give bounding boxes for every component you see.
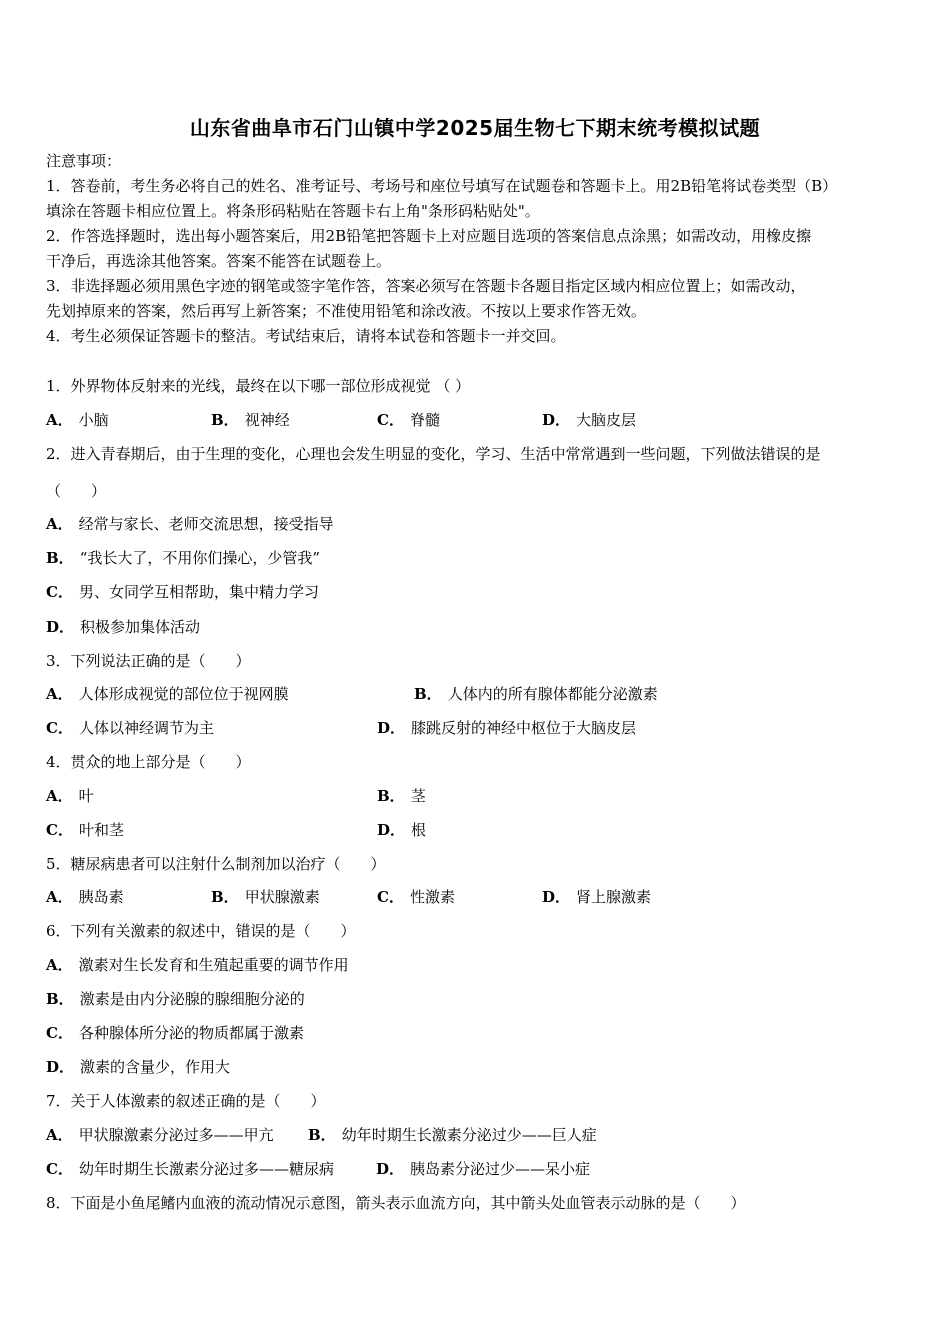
question-stem: 8．下面是小鱼尾鳍内血液的流动情况示意图，箭头表示血流方向，其中箭头处血管表示动脉的是（ ） — [46, 1194, 746, 1212]
option-label: D． — [542, 888, 571, 906]
option-text: 叶 — [78, 787, 94, 805]
option-label: C． — [377, 888, 404, 906]
option — [377, 786, 426, 806]
notice-line: 2．作答选择题时，选出每小题答案后，用2B铅笔把答题卡上对应题目选项的答案信息点涂黑；如需改动，用橡皮擦 — [46, 227, 812, 245]
option-label: B． — [46, 549, 74, 567]
option — [377, 718, 636, 738]
option-text: 性激素 — [409, 888, 455, 906]
option-label: A． — [46, 685, 73, 703]
option-label: B． — [211, 411, 239, 429]
option — [46, 617, 200, 637]
option-label: C． — [46, 821, 73, 839]
notice-heading: 注意事项： — [46, 152, 122, 170]
option — [46, 684, 289, 704]
option-label: D． — [542, 411, 571, 429]
notice-line: 4．考生必须保证答题卡的整洁。考试结束后，请将本试卷和答题卡一并交回。 — [46, 327, 566, 345]
option-text: 幼年时期生长激素分泌过少——巨人症 — [341, 1126, 597, 1144]
question-stem: 4．贯众的地上部分是（ ） — [46, 753, 251, 771]
option-text: 甲状腺激素 — [244, 888, 320, 906]
option — [46, 1125, 274, 1145]
option-text: 胰岛素 — [78, 888, 124, 906]
option-text: 甲状腺激素分泌过多——甲亢 — [78, 1126, 274, 1144]
option-label: D． — [376, 1160, 405, 1178]
option — [211, 887, 320, 907]
option-text: 人体内的所有腺体都能分泌激素 — [447, 685, 658, 703]
option — [46, 1159, 334, 1179]
option — [46, 548, 320, 568]
option-text: 幼年时期生长激素分泌过多——糖尿病 — [78, 1160, 334, 1178]
option-text: 膝跳反射的神经中枢位于大脑皮层 — [411, 719, 637, 737]
option-label: B． — [308, 1126, 336, 1144]
option-text: 大脑皮层 — [576, 411, 637, 429]
option-label: C． — [46, 583, 73, 601]
question-stem: 6．下列有关激素的叙述中，错误的是（ ） — [46, 922, 356, 940]
option-label: C． — [377, 411, 404, 429]
option-label: D． — [46, 1058, 75, 1076]
option-text: 激素对生长发育和生殖起重要的调节作用 — [78, 956, 349, 974]
option-label: A． — [46, 515, 73, 533]
question-stem: 5．糖尿病患者可以注射什么制剂加以治疗（ ） — [46, 855, 386, 873]
option-label: B． — [211, 888, 239, 906]
option-text: 人体以神经调节为主 — [78, 719, 214, 737]
option — [308, 1125, 597, 1145]
option — [542, 410, 636, 430]
option-text: “我长大了，不用你们操心，少管我” — [79, 549, 321, 567]
question-stem: 2．进入青春期后，由于生理的变化，心理也会发生明显的变化，学习、生活中常常遇到一些问题，下列做法错误的是 — [46, 445, 821, 463]
option — [377, 887, 455, 907]
notice-line: 干净后，再选涂其他答案。答案不能答在试题卷上。 — [46, 252, 392, 270]
option-text: 茎 — [410, 787, 426, 805]
option — [46, 582, 319, 602]
option-label: A． — [46, 1126, 73, 1144]
option — [46, 887, 124, 907]
option — [377, 410, 440, 430]
option-text: 脊髓 — [409, 411, 440, 429]
option — [46, 989, 305, 1009]
option-label: D． — [377, 719, 406, 737]
option — [46, 1057, 230, 1077]
option-text: 经常与家长、老师交流思想，接受指导 — [78, 515, 334, 533]
option — [376, 1159, 590, 1179]
question-stem-continued: （ ） — [46, 482, 107, 500]
option-text: 激素的含量少，作用大 — [80, 1058, 231, 1076]
option — [46, 410, 109, 430]
option — [414, 684, 658, 704]
option-text: 激素是由内分泌腺的腺细胞分泌的 — [79, 990, 305, 1008]
option — [377, 820, 426, 840]
option — [46, 1023, 304, 1043]
option — [46, 820, 124, 840]
exam-title: 山东省曲阜市石门山镇中学2025届生物七下期末统考模拟试题 — [189, 116, 761, 140]
option-text: 胰岛素分泌过少——呆小症 — [410, 1160, 591, 1178]
option-text: 肾上腺激素 — [576, 888, 652, 906]
option — [211, 410, 290, 430]
notice-line: 3．非选择题必须用黑色字迹的钢笔或签字笔作答，答案必须写在答题卡各题目指定区域内相应位置上；如需改动， — [46, 277, 806, 295]
option-text: 人体形成视觉的部位位于视网膜 — [78, 685, 289, 703]
option — [542, 887, 651, 907]
option — [46, 786, 94, 806]
option-label: D． — [46, 618, 75, 636]
option — [46, 718, 214, 738]
option-label: D． — [377, 821, 406, 839]
option-label: A． — [46, 956, 73, 974]
option-text: 视神经 — [244, 411, 290, 429]
notice-line: 先划掉原来的答案，然后再写上新答案；不准使用铅笔和涂改液。不按以上要求作答无效。 — [46, 302, 647, 320]
option-label: C． — [46, 1024, 73, 1042]
option-label: B． — [46, 990, 74, 1008]
option-text: 各种腺体所分泌的物质都属于激素 — [78, 1024, 304, 1042]
option-text: 叶和茎 — [78, 821, 124, 839]
option-label: B． — [414, 685, 442, 703]
option — [46, 514, 334, 534]
option-label: A． — [46, 888, 73, 906]
question-stem: 1．外界物体反射来的光线，最终在以下哪一部位形成视觉 （ ） — [46, 377, 471, 395]
question-stem: 7．关于人体激素的叙述正确的是（ ） — [46, 1092, 326, 1110]
option-text: 根 — [411, 821, 427, 839]
question-stem: 3．下列说法正确的是（ ） — [46, 652, 251, 670]
option-text: 男、女同学互相帮助，集中精力学习 — [78, 583, 319, 601]
option — [46, 955, 349, 975]
notice-line: 填涂在答题卡相应位置上。将条形码粘贴在答题卡右上角"条形码粘贴处"。 — [46, 202, 540, 220]
option-text: 积极参加集体活动 — [80, 618, 201, 636]
option-label: C． — [46, 1160, 73, 1178]
option-label: A． — [46, 787, 73, 805]
notice-line: 1．答卷前，考生务必将自己的姓名、准考证号、考场号和座位号填写在试题卷和答题卡上。用2B铅笔将试卷类型（B） — [46, 177, 838, 195]
option-label: B． — [377, 787, 405, 805]
option-text: 小脑 — [78, 411, 109, 429]
option-label: C． — [46, 719, 73, 737]
option-label: A． — [46, 411, 73, 429]
